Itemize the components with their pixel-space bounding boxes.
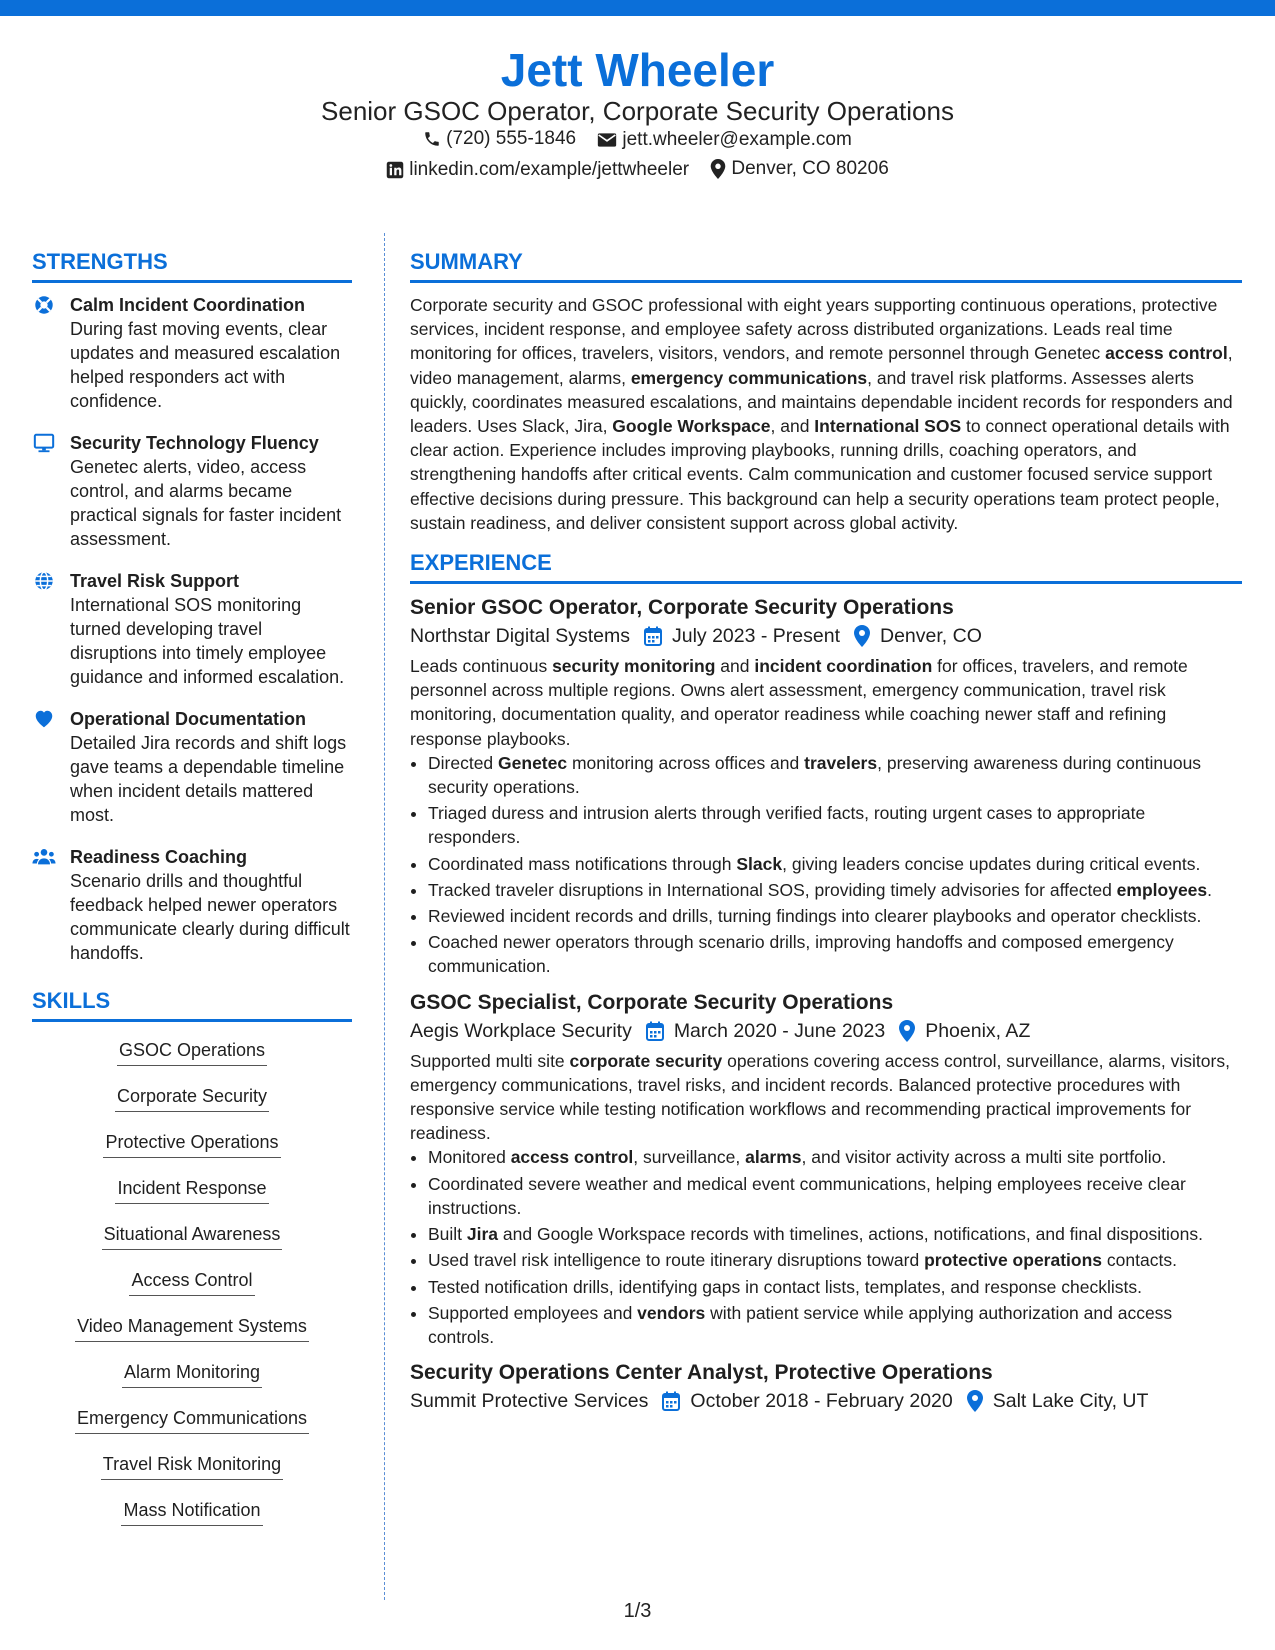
- heart-icon: [32, 708, 56, 730]
- strength-item: [32, 431, 352, 551]
- text-run: , preserving awareness during continuous security operations.: [428, 752, 1202, 798]
- text-run: Coached newer operators through scenario drills, improving handoffs and composed emergency communication.: [428, 932, 1174, 977]
- job-bullet: [428, 878, 1242, 902]
- job-entry: [410, 594, 1242, 979]
- job-title: GSOC Specialist, Corporate Security Operations: [410, 990, 894, 1014]
- emphasis-text: Google Workspace: [612, 416, 771, 437]
- emphasis-text: access control: [1105, 343, 1228, 364]
- emphasis-text: Genetec: [498, 752, 568, 773]
- column-divider: [384, 233, 385, 1600]
- job-location: Denver, CO: [880, 625, 982, 648]
- strength-item: [32, 569, 352, 689]
- job-bullet: [428, 930, 1242, 978]
- strengths-heading: STRENGTHS: [32, 248, 352, 283]
- candidate-name: Jett Wheeler: [500, 44, 775, 96]
- job-bullet: [428, 1222, 1242, 1246]
- right-column: [410, 248, 1242, 1419]
- job-description: [410, 1049, 1242, 1146]
- emphasis-text: Slack: [736, 853, 783, 874]
- strength-desc: Detailed Jira records and shift logs gave teams a dependable timeline when incident details mattered most.: [70, 733, 347, 825]
- text-run: Triaged duress and intrusion alerts through verified facts, routing urgent cases to appropriate responders.: [428, 803, 1146, 848]
- emphasis-text: corporate security: [569, 1050, 723, 1071]
- strength-item: [32, 707, 352, 827]
- skill-item: Access Control: [129, 1268, 254, 1296]
- location-text: Denver, CO 80206: [731, 158, 889, 179]
- map-pin-icon: [967, 1390, 983, 1412]
- job-bullet: [428, 801, 1242, 849]
- text-run: and Google Workspace records with timelines, actions, notifications, and final dispositions.: [498, 1224, 1203, 1245]
- strength-item: [32, 293, 352, 413]
- emphasis-text: employees: [1116, 879, 1208, 900]
- job-bullets: [410, 751, 1242, 979]
- job-location: Salt Lake City, UT: [992, 1390, 1149, 1413]
- emphasis-text: Jira: [466, 1224, 499, 1245]
- left-column: [32, 248, 352, 1544]
- map-pin-icon: [899, 1020, 915, 1042]
- job-dates: July 2023 - Present: [671, 625, 840, 648]
- phone-item: [423, 127, 576, 151]
- calendar-icon: [646, 1021, 664, 1041]
- job-bullet: [428, 852, 1242, 876]
- text-run: , surveillance,: [633, 1147, 746, 1168]
- text-run: , video management, alarms,: [410, 343, 1233, 388]
- job-bullets: [410, 1145, 1242, 1349]
- job-meta: [410, 622, 1242, 650]
- skills-heading: SKILLS: [32, 987, 352, 1022]
- text-run: , giving leaders concise updates during critical events.: [782, 853, 1201, 874]
- linkedin-icon: [386, 161, 404, 179]
- text-run: Used travel risk intelligence to route itinerary disruptions toward: [428, 1250, 925, 1271]
- skill-item: Emergency Communications: [75, 1406, 309, 1434]
- job-description: [410, 654, 1242, 751]
- text-run: Supported employees and: [428, 1302, 638, 1323]
- text-run: , and visitor activity across a multi site portfolio.: [801, 1147, 1167, 1168]
- job-bullet: [428, 1172, 1242, 1220]
- skill-item: Travel Risk Monitoring: [101, 1452, 283, 1480]
- text-run: Coordinated mass notifications through: [428, 853, 737, 874]
- emphasis-text: vendors: [637, 1302, 706, 1323]
- lifebuoy-icon: [32, 294, 56, 316]
- text-run: Directed: [428, 752, 499, 773]
- strength-title: Travel Risk Support: [70, 571, 240, 591]
- contact-row-2: [0, 157, 1275, 186]
- strength-desc: During fast moving events, clear updates and measured escalation helped responders act with confidence.: [70, 319, 341, 411]
- emphasis-text: International SOS: [814, 416, 962, 437]
- candidate-title: Senior GSOC Operator, Corporate Security Operations: [321, 96, 954, 126]
- job-meta: [410, 1017, 1242, 1045]
- text-run: with patient service while applying authorization and access controls.: [428, 1302, 1173, 1347]
- skill-item: Mass Notification: [121, 1498, 262, 1526]
- strength-item: [32, 845, 352, 965]
- emphasis-text: access control: [510, 1147, 634, 1168]
- text-run: Tested notification drills, identifying gaps in contact lists, templates, and response checklists.: [428, 1276, 1142, 1297]
- text-run: to connect operational details with clear action. Experience includes improving playbooks, running drills, coaching operators, and strengthening handoffs after critical events. Calm communication and customer focused service support effective decisions during pressure. This background can help a security operations team protect people, sustain readiness, and deliver consistent support across global activity.: [410, 416, 1230, 533]
- job-bullet: [428, 1145, 1242, 1169]
- summary-text: [410, 293, 1242, 535]
- envelope-icon: [597, 132, 617, 148]
- text-run: Tracked traveler disruptions in International SOS, providing timely advisories for affected: [428, 879, 1117, 900]
- text-run: operations covering access control, surveillance, alarms, visitors, emergency communications, travel risks, and incident records. Balanced protective procedures with responsive service while testing notification workflows and recommending practical improvements for readiness.: [410, 1050, 1230, 1144]
- strength-title: Security Technology Fluency: [70, 433, 319, 453]
- skill-item: GSOC Operations: [117, 1038, 267, 1066]
- emphasis-text: protective operations: [924, 1250, 1103, 1271]
- text-run: Monitored: [428, 1147, 511, 1168]
- strength-title: Readiness Coaching: [70, 847, 248, 867]
- contact-row-1: [0, 127, 1275, 155]
- email-item: [597, 128, 851, 152]
- skills-list: [32, 1032, 352, 1544]
- calendar-icon: [662, 1391, 680, 1411]
- job-company: Aegis Workplace Security: [410, 1019, 632, 1042]
- text-run: Corporate security and GSOC professional with eight years supporting continuous operations, protective services, incident response, and employee safety across distributed organizations. Leads real time monitoring for offices, travelers, visitors, vendors, and remote personnel through Genetec: [410, 295, 1218, 364]
- text-run: monitoring across offices and: [567, 752, 805, 773]
- job-dates: October 2018 - February 2020: [690, 1390, 953, 1413]
- emphasis-text: travelers: [804, 752, 878, 773]
- experience-list: [410, 594, 1242, 1415]
- text-run: Reviewed incident records and drills, turning findings into clearer playbooks and operator checklists.: [428, 906, 1202, 927]
- skill-item: Alarm Monitoring: [122, 1360, 262, 1388]
- job-bullet: [428, 904, 1242, 928]
- map-pin-icon: [854, 625, 870, 647]
- text-run: for offices, travelers, and remote personnel across multiple regions. Owns alert assessment, emergency communication, travel risk monitoring, documentation quality, and operator readiness while coaching newer staff and refining response playbooks.: [410, 656, 1188, 749]
- text-run: and: [715, 656, 755, 677]
- calendar-icon: [644, 626, 662, 646]
- skill-item: Situational Awareness: [102, 1222, 283, 1250]
- emphasis-text: incident coordination: [754, 656, 933, 677]
- strength-desc: Genetec alerts, video, access control, and alarms became practical signals for faster incident assessment.: [70, 457, 342, 549]
- experience-heading: EXPERIENCE: [410, 549, 1242, 584]
- job-bullet: [428, 751, 1242, 799]
- job-meta: [410, 1387, 1242, 1415]
- job-location: Phoenix, AZ: [925, 1019, 1031, 1042]
- skill-item: Incident Response: [115, 1176, 268, 1204]
- text-run: , and: [770, 416, 815, 437]
- text-run: Built: [428, 1224, 467, 1245]
- job-bullet: [428, 1301, 1242, 1349]
- strength-title: Calm Incident Coordination: [70, 295, 306, 315]
- location-item: [710, 157, 888, 181]
- top-accent-bar: [0, 0, 1275, 16]
- strength-desc: International SOS monitoring turned developing travel disruptions into timely employee guidance and informed escalation.: [70, 595, 345, 687]
- job-entry: [410, 1359, 1242, 1415]
- text-run: Supported multi site: [410, 1050, 570, 1071]
- users-icon: [32, 846, 56, 868]
- strength-desc: Scenario drills and thoughtful feedback helped newer operators communicate clearly during difficult handoffs.: [70, 871, 350, 963]
- monitor-icon: [32, 432, 56, 454]
- strength-title: Operational Documentation: [70, 709, 307, 729]
- email-text: jett.wheeler@example.com: [622, 129, 852, 150]
- globe-icon: [32, 570, 56, 592]
- summary-heading: SUMMARY: [410, 248, 1242, 283]
- skill-item: Video Management Systems: [75, 1314, 309, 1342]
- map-pin-icon: [710, 159, 726, 179]
- emphasis-text: alarms: [745, 1147, 802, 1168]
- linkedin-text: linkedin.com/example/jettwheeler: [409, 159, 690, 180]
- job-bullet: [428, 1275, 1242, 1299]
- job-company: Summit Protective Services: [410, 1390, 649, 1413]
- phone-text: (720) 555-1846: [446, 128, 577, 149]
- job-bullet: [428, 1248, 1242, 1272]
- emphasis-text: security monitoring: [552, 656, 716, 677]
- skill-item: Protective Operations: [103, 1130, 280, 1158]
- text-run: Coordinated severe weather and medical event communications, helping employees receive clear instructions.: [428, 1173, 1186, 1218]
- linkedin-item: [386, 158, 689, 182]
- emphasis-text: emergency communications: [630, 367, 868, 388]
- page-number: 1/3: [623, 1600, 652, 1622]
- job-title: Senior GSOC Operator, Corporate Security Operations: [410, 596, 954, 620]
- job-dates: March 2020 - June 2023: [673, 1019, 886, 1042]
- skill-item: Corporate Security: [115, 1084, 269, 1112]
- job-title: Security Operations Center Analyst, Protective Operations: [410, 1361, 993, 1385]
- text-run: contacts.: [1102, 1250, 1177, 1271]
- text-run: .: [1207, 879, 1213, 900]
- phone-icon: [423, 130, 441, 148]
- text-run: , and travel risk platforms. Assesses alerts quickly, coordinates measured escalations, and maintains dependable incident records for responders and leaders. Uses Slack, Jira,: [410, 367, 1233, 437]
- text-run: Leads continuous: [410, 656, 553, 677]
- job-entry: [410, 989, 1242, 1349]
- job-company: Northstar Digital Systems: [410, 625, 630, 648]
